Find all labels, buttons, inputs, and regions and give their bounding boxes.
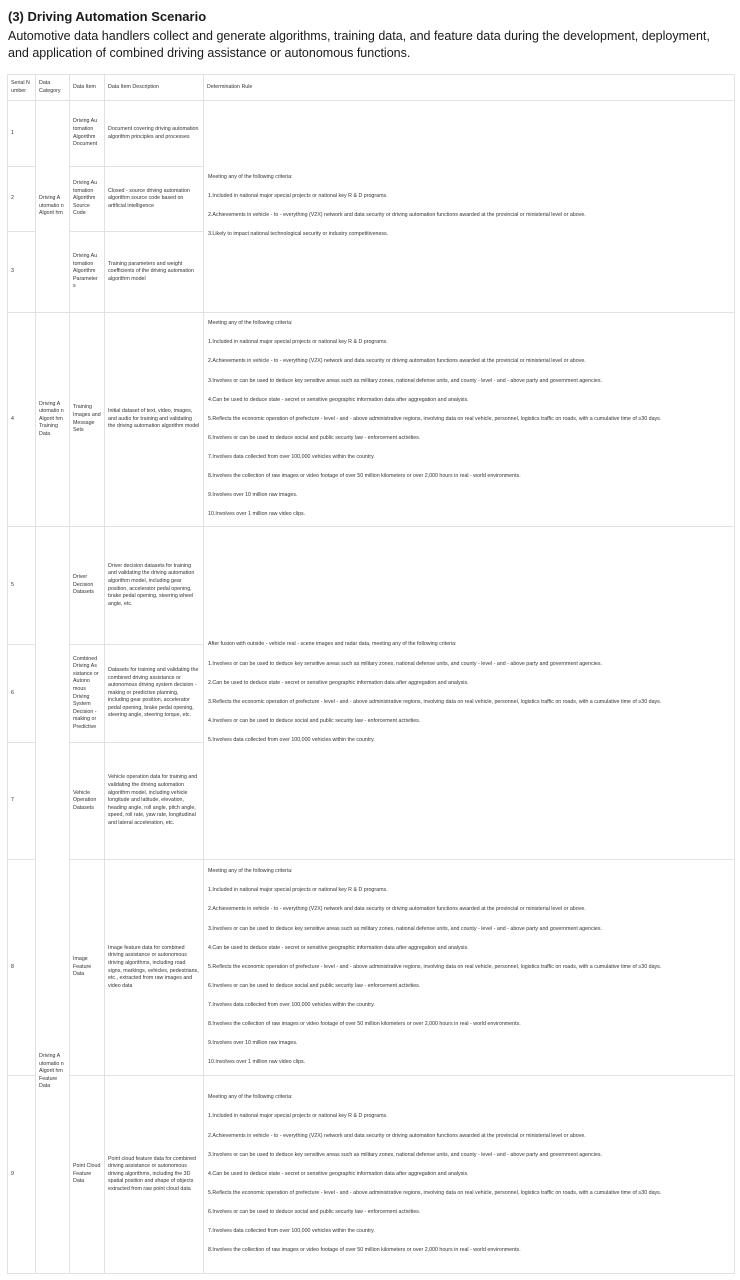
- cell-serial: 3: [8, 232, 36, 313]
- rule-item: 7.Involves data collected from over 100,000 vehicles within the country.: [208, 1001, 375, 1008]
- cell-item: Driving Au tomation Algorithm Parameter s: [70, 232, 105, 313]
- cell-serial: 1: [8, 101, 36, 167]
- rule-item: 4.Can be used to deduce state - secret or sensitive geographic information data after aggregation and analysis.: [208, 944, 469, 951]
- cell-rule: [204, 101, 735, 313]
- classification-table: [7, 74, 735, 1274]
- cell-description: Datasets for training and validating the combined driving assistance or autonomous driving system decision - making or predictive planning, including gear position, accelerator pedal opening, brake pedal opening, steering angle, steering torque, etc.: [105, 645, 204, 743]
- rule-item: 2.Achievements in vehicle - to - everything (V2X) network and data security or driving automation functions awarded at the provincial or ministerial level or above.: [208, 1132, 586, 1139]
- cell-item: Point Cloud Feature Data: [70, 1076, 105, 1274]
- cell-rule: [204, 527, 735, 860]
- cell-category: Driving A utomatio n Algorit hm Training Data: [36, 313, 70, 527]
- cell-item: Vehicle Operation Datasets: [70, 743, 105, 860]
- rule-item: 3.Involves or can be used to deduce key sensitive areas such as military zones, national defense units, and county - level - and - above party and government agencies.: [208, 925, 602, 932]
- cell-serial: 9: [8, 1076, 36, 1274]
- rule-item: 2.Achievements in vehicle - to - everything (V2X) network and data security or driving automation functions awarded at the provincial or ministerial level or above.: [208, 358, 586, 365]
- rule-item: 5.Involves data collected from over 100,000 vehicles within the country.: [208, 736, 375, 743]
- cell-description: Closed - source driving automation algorithm source code based on artificial intelligence: [105, 167, 204, 232]
- rule-item: 1.Included in national major special projects or national key R & D programs.: [208, 193, 388, 200]
- cell-serial: 2: [8, 167, 36, 232]
- rule-item: 3.Involves or can be used to deduce key sensitive areas such as military zones, national defense units, and county - level - and - above party and government agencies.: [208, 1151, 602, 1158]
- cell-item: Image Feature Data: [70, 860, 105, 1076]
- rule-list: [207, 868, 731, 1067]
- header-category: Data Category: [36, 75, 70, 101]
- rule-item: 3.Likely to impact national technological security or industry competitiveness.: [208, 231, 389, 238]
- table-row: [8, 860, 735, 1076]
- cell-description: Initial dataset of text, video, images, and audio for training and validating the driving automation algorithm model: [105, 313, 204, 527]
- rule-item: 6.Involves or can be used to deduce social and public security law - enforcement activities.: [208, 982, 421, 989]
- rule-item: 8.Involves the collection of raw images or video footage of over 50 million kilometers or over 2,000 hours in real - world environments.: [208, 472, 521, 479]
- cell-rule: [204, 1076, 735, 1274]
- rule-item: 5.Reflects the economic operation of prefecture - level - and - above administrative regions, involving data on real vehicle, personnel, logistics traffic on roads, with a cumulative time of ≥30 days.: [208, 1189, 662, 1196]
- cell-description: Image feature data for combined driving assistance or autonomous driving algorithms, including road signs, markings, vehicles, pedestrians, etc., extracted from raw images and video data: [105, 860, 204, 1076]
- rule-item: 3.Reflects the economic operation of prefecture - level - and - above administrative regions, involving data on real vehicle, personnel, logistics traffic on roads, with a cumulative time of ≥30 days.: [208, 698, 662, 705]
- cell-item: Combined Driving As sistance or Autono mous Driving System Decision - making or Predictive: [70, 645, 105, 743]
- rule-lead: Meeting any of the following criteria:: [208, 868, 293, 875]
- header-item: Data Item: [70, 75, 105, 101]
- rule-item: 10.Involves over 1 million raw video clips.: [208, 511, 306, 518]
- table-row: [8, 1076, 735, 1274]
- rule-item: 4.Can be used to deduce state - secret or sensitive geographic information data after aggregation and analysis.: [208, 396, 469, 403]
- rule-list: [207, 641, 731, 744]
- header-description: Data Item Description: [105, 75, 204, 101]
- rule-item: 4.Can be used to deduce state - secret or sensitive geographic information data after aggregation and analysis.: [208, 1170, 469, 1177]
- rule-item: 8.Involves the collection of raw images or video footage of over 50 million kilometers or over 2,000 hours in real - world environments.: [208, 1247, 521, 1254]
- rule-item: 2.Can be used to deduce state - secret or sensitive geographic information data after aggregation and analysis.: [208, 679, 469, 686]
- rule-item: 2.Achievements in vehicle - to - everything (V2X) network and data security or driving automation functions awarded at the provincial or ministerial level or above.: [208, 906, 586, 913]
- rule-item: 9.Involves over 10 million raw images.: [208, 492, 298, 499]
- cell-description: Training parameters and weight coefficients of the driving automation algorithm model: [105, 232, 204, 313]
- cell-item: Training Images and Message Sets: [70, 313, 105, 527]
- rule-item: 8.Involves the collection of raw images or video footage of over 50 million kilometers or over 2,000 hours in real - world environments.: [208, 1020, 521, 1027]
- cell-item: Driving Au tomation Algorithm Source Code: [70, 167, 105, 232]
- section-intro: Automotive data handlers collect and generate algorithms, training data, and feature data during the development, deployment, and application of combined driving assistance or autonomous functions.: [8, 29, 710, 60]
- rule-item: 6.Involves or can be used to deduce social and public security law - enforcement activities.: [208, 434, 421, 441]
- table-header-row: [8, 75, 735, 101]
- rule-lead: Meeting any of the following criteria:: [208, 1094, 293, 1101]
- cell-rule: [204, 860, 735, 1076]
- cell-serial: 4: [8, 313, 36, 527]
- rule-item: 5.Reflects the economic operation of prefecture - level - and - above administrative regions, involving data on real vehicle, personnel, logistics traffic on roads, with a cumulative time of ≥30 days.: [208, 963, 662, 970]
- rule-lead: Meeting any of the following criteria:: [208, 174, 293, 181]
- rule-item: 5.Reflects the economic operation of prefecture - level - and - above administrative regions, involving data on real vehicle, personnel, logistics traffic on roads, with a cumulative time of ≥30 days.: [208, 415, 662, 422]
- rule-list: [207, 1094, 731, 1254]
- rule-item: 1.Included in national major special projects or national key R & D programs.: [208, 1113, 388, 1120]
- rule-item: 1.Involves or can be used to deduce key sensitive areas such as military zones, national defense units, and county - level - and - above party and government agencies.: [208, 660, 602, 667]
- header-rule: Determination Rule: [204, 75, 735, 101]
- cell-description: Vehicle operation data for training and validating the driving automation algorithm model, including vehicle longitude and latitude, elevation, heading angle, roll angle, pitch angle, speed, roll rate, yaw rate, longitudinal and lateral acceleration, etc.: [105, 743, 204, 860]
- rule-item: 1.Included in national major special projects or national key R & D programs.: [208, 887, 388, 894]
- cell-category: Driving A utomatio n Algorit hm: [36, 101, 70, 313]
- rule-item: 10.Involves over 1 million raw video clips.: [208, 1059, 306, 1066]
- rule-item: 6.Involves or can be used to deduce social and public security law - enforcement activities.: [208, 1208, 421, 1215]
- table-row: [8, 101, 735, 167]
- rule-list: [207, 320, 731, 519]
- rule-list: [207, 174, 731, 239]
- rule-item: 3.Involves or can be used to deduce key sensitive areas such as military zones, national defense units, and county - level - and - above party and government agencies.: [208, 377, 602, 384]
- cell-description: Point cloud feature data for combined driving assistance or autonomous driving algorithms, including the 3D spatial position and shape of objects extracted from raw point cloud data: [105, 1076, 204, 1274]
- header-serial: Serial N umber: [8, 75, 36, 101]
- cell-serial: 7: [8, 743, 36, 860]
- rule-item: 7.Involves data collected from over 100,000 vehicles within the country.: [208, 453, 375, 460]
- cell-category: [36, 527, 70, 1274]
- cell-item: Driving Au tomation Algorithm Document: [70, 101, 105, 167]
- cell-rule: [204, 313, 735, 527]
- rule-item: 9.Involves over 10 million raw images.: [208, 1040, 298, 1047]
- table-row: [8, 527, 735, 645]
- rule-lead: Meeting any of the following criteria:: [208, 320, 293, 327]
- rule-item: 2.Achievements in vehicle - to - everything (V2X) network and data security or driving automation functions awarded at the provincial or ministerial level or above.: [208, 212, 586, 219]
- cell-serial: 6: [8, 645, 36, 743]
- rule-item: 7.Involves data collected from over 100,000 vehicles within the country.: [208, 1227, 375, 1234]
- rule-item: 4.Involves or can be used to deduce social and public security law - enforcement activities.: [208, 717, 421, 724]
- rule-lead: After fusion with outside - vehicle real - scene images and radar data, meeting any of the following criteria:: [208, 641, 457, 648]
- cell-serial: 5: [8, 527, 36, 645]
- cell-serial: 8: [8, 860, 36, 1076]
- category-label: Driving A utomatio n Algorit hm Feature Data: [39, 1053, 64, 1090]
- cell-item: Driver Decision Datasets: [70, 527, 105, 645]
- table-row: [8, 313, 735, 527]
- cell-description: Driver decision datasets for training and validating the driving automation algorithm model, including gear position, accelerator pedal opening, brake pedal opening, steering wheel angle, etc.: [105, 527, 204, 645]
- cell-description: Document covering driving automation algorithm principles and processes: [105, 101, 204, 167]
- section-heading: (3) Driving Automation Scenario: [8, 9, 207, 24]
- rule-item: 1.Included in national major special projects or national key R & D programs.: [208, 339, 388, 346]
